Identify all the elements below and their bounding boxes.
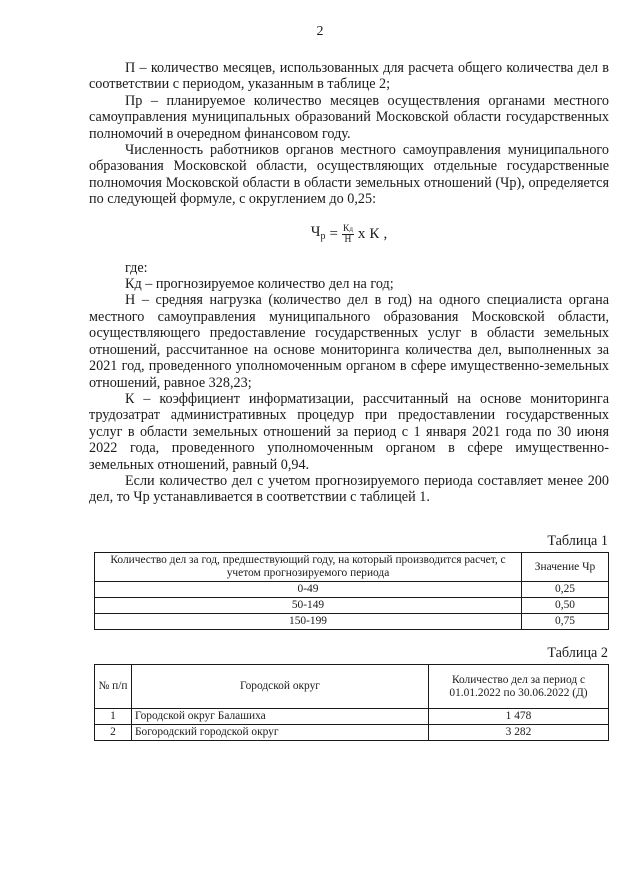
table2-cell: 1 <box>95 709 132 725</box>
paragraph-where: где: <box>125 259 148 276</box>
table2-cell: 3 282 <box>429 725 609 741</box>
table1-cell: 0-49 <box>95 582 522 598</box>
paragraph-p-definition: П – количество месяцев, использованных для расчета общего количества дел в соответствии с периодом, указанным в таблице 2; <box>89 60 609 93</box>
formula-fraction <box>342 224 354 245</box>
table2-cell: Городской округ Балашиха <box>132 709 429 725</box>
formula-numerator: Кд <box>343 224 353 235</box>
formula-equals: = <box>329 226 339 243</box>
table2-cell: Богородский городской округ <box>132 725 429 741</box>
table2-cell: 2 <box>95 725 132 741</box>
table1-cell: 150-199 <box>95 614 522 630</box>
table1-header-count: Количество дел за год, предшествующий году, на который производится расчет, с учетом прогнозируемого периода <box>95 553 522 582</box>
document-body <box>89 60 609 506</box>
formula-k: К <box>369 226 380 243</box>
paragraph-kd-definition: Кд – прогнозируемое количество дел на год; <box>125 276 394 293</box>
formula-lhs: $Ч_р$ <box>310 223 326 242</box>
formula-denominator: Н <box>344 235 352 246</box>
paragraph-table1-rule: Если количество дел с учетом прогнозируемого периода составляет менее 200 дел, то Чр устанавливается в соответствии с таблицей 1. <box>89 472 609 506</box>
table1-caption: Таблица 1 <box>547 533 608 549</box>
paragraph-n-definition: Н – средняя нагрузка (количество дел в год) на одного специалиста органа местного самоуправления муниципального образования Московской области, осуществляющего предоставление государственных услуг в области земельных отношений, рассчитанное на основе мониторинга количества дел, выполненных за 2021 год, проведенного уполномоченным органом в сфере имущественно-земельных отношений, равное 328,23; <box>89 292 609 391</box>
paragraph-chr-intro: Численность работников органов местного самоуправления муниципального образования Московской области, осуществляющих отдельные государственные полномочия Московской области в области земельных отношений (Чр), определяется по следующей формуле, с округлением до 0,25: <box>89 142 609 208</box>
table-row <box>95 709 609 725</box>
page-number: 2 <box>316 24 324 39</box>
table1-cell: 0,25 <box>522 582 609 598</box>
table-row <box>95 725 609 741</box>
table-row <box>95 614 609 630</box>
table2-cell: 1 478 <box>429 709 609 725</box>
table1-cell: 0,75 <box>522 614 609 630</box>
table1-cell: 0,50 <box>522 598 609 614</box>
table1-cell: 50-149 <box>95 598 522 614</box>
paragraph-pr-definition: Пр – планируемое количество месяцев осуществления органами местного самоуправления муниципальных образований Московской области государственных полномочий в очередном финансовом году. <box>89 92 609 142</box>
table2-caption: Таблица 2 <box>547 645 608 661</box>
formula-times: х <box>357 226 366 243</box>
table-row <box>95 582 609 598</box>
table-1 <box>94 552 609 630</box>
table2-header-count: Количество дел за период с 01.01.2022 по 30.06.2022 (Д) <box>429 665 609 709</box>
paragraph-k-definition: К – коэффициент информатизации, рассчитанный на основе мониторинга трудозатрат административных процедур при предоставлении государственных услуг в области земельных отношений за период с 1 января 2021 года по 30 июня 2022 года, проведенного уполномоченным органом в сфере имущественно-земельных отношений, равный 0,94. <box>89 390 609 473</box>
table2-header-number: № п/п <box>95 665 132 709</box>
table2-header-district: Городской округ <box>132 665 429 709</box>
table-row <box>95 598 609 614</box>
table-2 <box>94 664 609 741</box>
table1-header-value: Значение Чр <box>522 553 609 582</box>
formula: $Ч_р$ = $\frac{Кд}{Н}$ х К , <box>310 223 388 246</box>
